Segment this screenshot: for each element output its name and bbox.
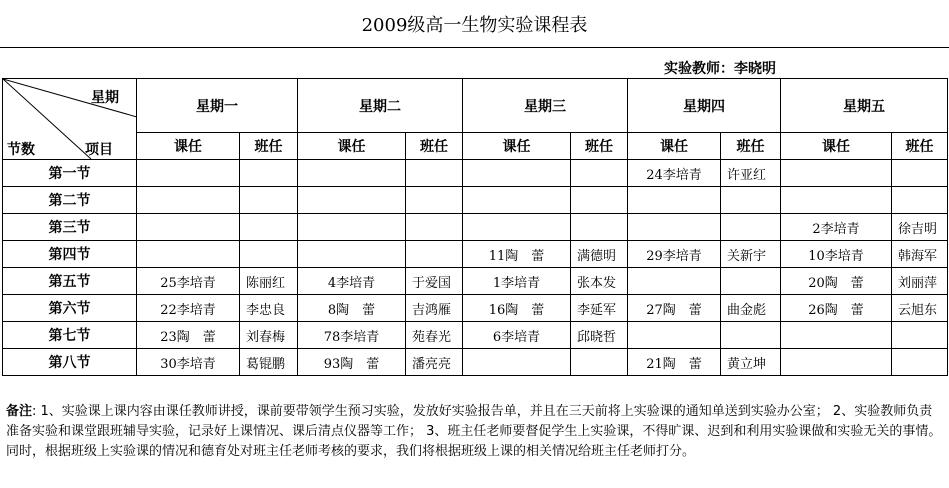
table-row bbox=[3, 322, 948, 349]
table-row bbox=[3, 214, 948, 241]
course-teacher-cell: 24李培青 bbox=[628, 160, 721, 187]
period-label: 第二节 bbox=[3, 187, 137, 214]
class-teacher-cell: 刘春梅 bbox=[240, 322, 298, 349]
course-teacher-cell bbox=[298, 187, 406, 214]
class-teacher-cell bbox=[571, 349, 628, 376]
corner-day-label: 星期 bbox=[91, 90, 119, 106]
sub-header-k: 课任 bbox=[298, 133, 406, 160]
course-teacher-cell: 11陶 蕾 bbox=[463, 241, 571, 268]
course-teacher-cell: 8陶 蕾 bbox=[298, 295, 406, 322]
sub-header-b: 班任 bbox=[240, 133, 298, 160]
class-teacher-cell: 李延军 bbox=[571, 295, 628, 322]
course-teacher-cell: 1李培青 bbox=[463, 268, 571, 295]
corner-header-cell bbox=[3, 79, 137, 160]
class-teacher-cell bbox=[721, 187, 781, 214]
sub-header-k: 课任 bbox=[781, 133, 892, 160]
class-teacher-cell bbox=[406, 241, 463, 268]
course-teacher-cell bbox=[463, 349, 571, 376]
class-teacher-cell: 苑春光 bbox=[406, 322, 463, 349]
table-row bbox=[3, 241, 948, 268]
table-row bbox=[3, 187, 948, 214]
table-row bbox=[3, 295, 948, 322]
class-teacher-cell bbox=[721, 268, 781, 295]
table-row bbox=[3, 160, 948, 187]
course-teacher-cell: 78李培青 bbox=[298, 322, 406, 349]
day-header-thu: 星期四 bbox=[628, 79, 781, 133]
notes-block bbox=[6, 402, 944, 462]
course-teacher-cell bbox=[298, 214, 406, 241]
page-title: 2009级高一生物实验课程表 bbox=[0, 0, 949, 48]
class-teacher-cell bbox=[240, 160, 298, 187]
course-teacher-cell bbox=[298, 241, 406, 268]
sub-header-b: 班任 bbox=[892, 133, 948, 160]
class-teacher-cell bbox=[571, 187, 628, 214]
class-teacher-cell bbox=[892, 322, 948, 349]
sub-header-k: 课任 bbox=[628, 133, 721, 160]
teacher-label: 实验教师：李晓明 bbox=[664, 61, 776, 77]
class-teacher-cell bbox=[571, 160, 628, 187]
course-teacher-cell bbox=[137, 160, 240, 187]
class-teacher-cell: 许亚红 bbox=[721, 160, 781, 187]
day-header-tue: 星期二 bbox=[298, 79, 463, 133]
course-teacher-cell: 93陶 蕾 bbox=[298, 349, 406, 376]
course-teacher-cell bbox=[628, 214, 721, 241]
class-teacher-cell bbox=[892, 187, 948, 214]
class-teacher-cell bbox=[406, 187, 463, 214]
period-label: 第四节 bbox=[3, 241, 137, 268]
class-teacher-cell: 邱晓哲 bbox=[571, 322, 628, 349]
class-teacher-cell: 吉鸿雁 bbox=[406, 295, 463, 322]
class-teacher-cell bbox=[721, 322, 781, 349]
course-teacher-cell: 6李培青 bbox=[463, 322, 571, 349]
corner-period-label: 节数 bbox=[7, 142, 35, 158]
course-teacher-cell: 4李培青 bbox=[298, 268, 406, 295]
course-teacher-cell bbox=[628, 187, 721, 214]
class-teacher-cell: 张本发 bbox=[571, 268, 628, 295]
period-label: 第八节 bbox=[3, 349, 137, 376]
course-teacher-cell bbox=[137, 241, 240, 268]
class-teacher-cell: 满德明 bbox=[571, 241, 628, 268]
table-row bbox=[3, 349, 948, 376]
class-teacher-cell bbox=[240, 214, 298, 241]
period-label: 第七节 bbox=[3, 322, 137, 349]
course-teacher-cell bbox=[781, 349, 892, 376]
class-teacher-cell bbox=[892, 160, 948, 187]
sub-header-k: 课任 bbox=[463, 133, 571, 160]
course-teacher-cell: 25李培青 bbox=[137, 268, 240, 295]
class-teacher-cell bbox=[571, 214, 628, 241]
course-teacher-cell bbox=[628, 268, 721, 295]
class-teacher-cell: 刘丽萍 bbox=[892, 268, 948, 295]
period-label: 第六节 bbox=[3, 295, 137, 322]
course-teacher-cell: 20陶 蕾 bbox=[781, 268, 892, 295]
course-teacher-cell: 30李培青 bbox=[137, 349, 240, 376]
class-teacher-cell: 于爱国 bbox=[406, 268, 463, 295]
notes-text: : 1、实验课上课内容由课任教师讲授，课前要带领学生预习实验，发放好实验报告单，并且在三天前将上实验课的通知单送到实验办公室； 2、实验教师负责准备实验和课堂跟班辅导实验，记录好上课情况、课后清点仪器等工作； 3、班主任老师要督促学生上实验课，不得旷课、迟到和利用实验课做和实验无关的事情。同时，根据班级上实验课的情况和德育处对班主任老师考核的要求，我们将根据班级上课的相关情况给班主任老师打分。 bbox=[6, 404, 942, 459]
day-header-fri: 星期五 bbox=[781, 79, 948, 133]
class-teacher-cell bbox=[721, 214, 781, 241]
course-teacher-cell: 29李培青 bbox=[628, 241, 721, 268]
class-teacher-cell: 云旭东 bbox=[892, 295, 948, 322]
course-teacher-cell: 10李培青 bbox=[781, 241, 892, 268]
sub-header-b: 班任 bbox=[571, 133, 628, 160]
corner-item-label: 项目 bbox=[85, 142, 113, 158]
sub-header-k: 课任 bbox=[137, 133, 240, 160]
course-teacher-cell bbox=[463, 160, 571, 187]
course-teacher-cell bbox=[137, 187, 240, 214]
table-row bbox=[3, 268, 948, 295]
period-label: 第五节 bbox=[3, 268, 137, 295]
class-teacher-cell: 潘亮亮 bbox=[406, 349, 463, 376]
course-teacher-cell bbox=[781, 322, 892, 349]
class-teacher-cell bbox=[240, 241, 298, 268]
class-teacher-cell: 李忠良 bbox=[240, 295, 298, 322]
course-teacher-cell bbox=[137, 214, 240, 241]
class-teacher-cell bbox=[406, 214, 463, 241]
course-teacher-cell bbox=[463, 187, 571, 214]
class-teacher-cell: 徐吉明 bbox=[892, 214, 948, 241]
class-teacher-cell: 黄立坤 bbox=[721, 349, 781, 376]
period-label: 第一节 bbox=[3, 160, 137, 187]
course-teacher-cell bbox=[463, 214, 571, 241]
period-label: 第三节 bbox=[3, 214, 137, 241]
course-teacher-cell bbox=[781, 160, 892, 187]
course-teacher-cell: 22李培青 bbox=[137, 295, 240, 322]
course-teacher-cell: 2李培青 bbox=[781, 214, 892, 241]
class-teacher-cell: 陈丽红 bbox=[240, 268, 298, 295]
class-teacher-cell bbox=[892, 349, 948, 376]
schedule-body bbox=[3, 160, 948, 376]
course-teacher-cell: 16陶 蕾 bbox=[463, 295, 571, 322]
sub-header-b: 班任 bbox=[406, 133, 463, 160]
day-header-mon: 星期一 bbox=[137, 79, 298, 133]
course-teacher-cell: 23陶 蕾 bbox=[137, 322, 240, 349]
course-teacher-cell bbox=[298, 160, 406, 187]
day-header-wed: 星期三 bbox=[463, 79, 628, 133]
class-teacher-cell: 葛锟鹏 bbox=[240, 349, 298, 376]
course-teacher-cell: 26陶 蕾 bbox=[781, 295, 892, 322]
class-teacher-cell: 韩海军 bbox=[892, 241, 948, 268]
schedule-table bbox=[2, 78, 948, 376]
course-teacher-cell: 27陶 蕾 bbox=[628, 295, 721, 322]
class-teacher-cell bbox=[406, 160, 463, 187]
class-teacher-cell: 关新宇 bbox=[721, 241, 781, 268]
course-teacher-cell: 21陶 蕾 bbox=[628, 349, 721, 376]
course-teacher-cell bbox=[781, 187, 892, 214]
notes-label: 备注 bbox=[6, 404, 33, 419]
class-teacher-cell: 曲金彪 bbox=[721, 295, 781, 322]
sub-header-b: 班任 bbox=[721, 133, 781, 160]
class-teacher-cell bbox=[240, 187, 298, 214]
course-teacher-cell bbox=[628, 322, 721, 349]
